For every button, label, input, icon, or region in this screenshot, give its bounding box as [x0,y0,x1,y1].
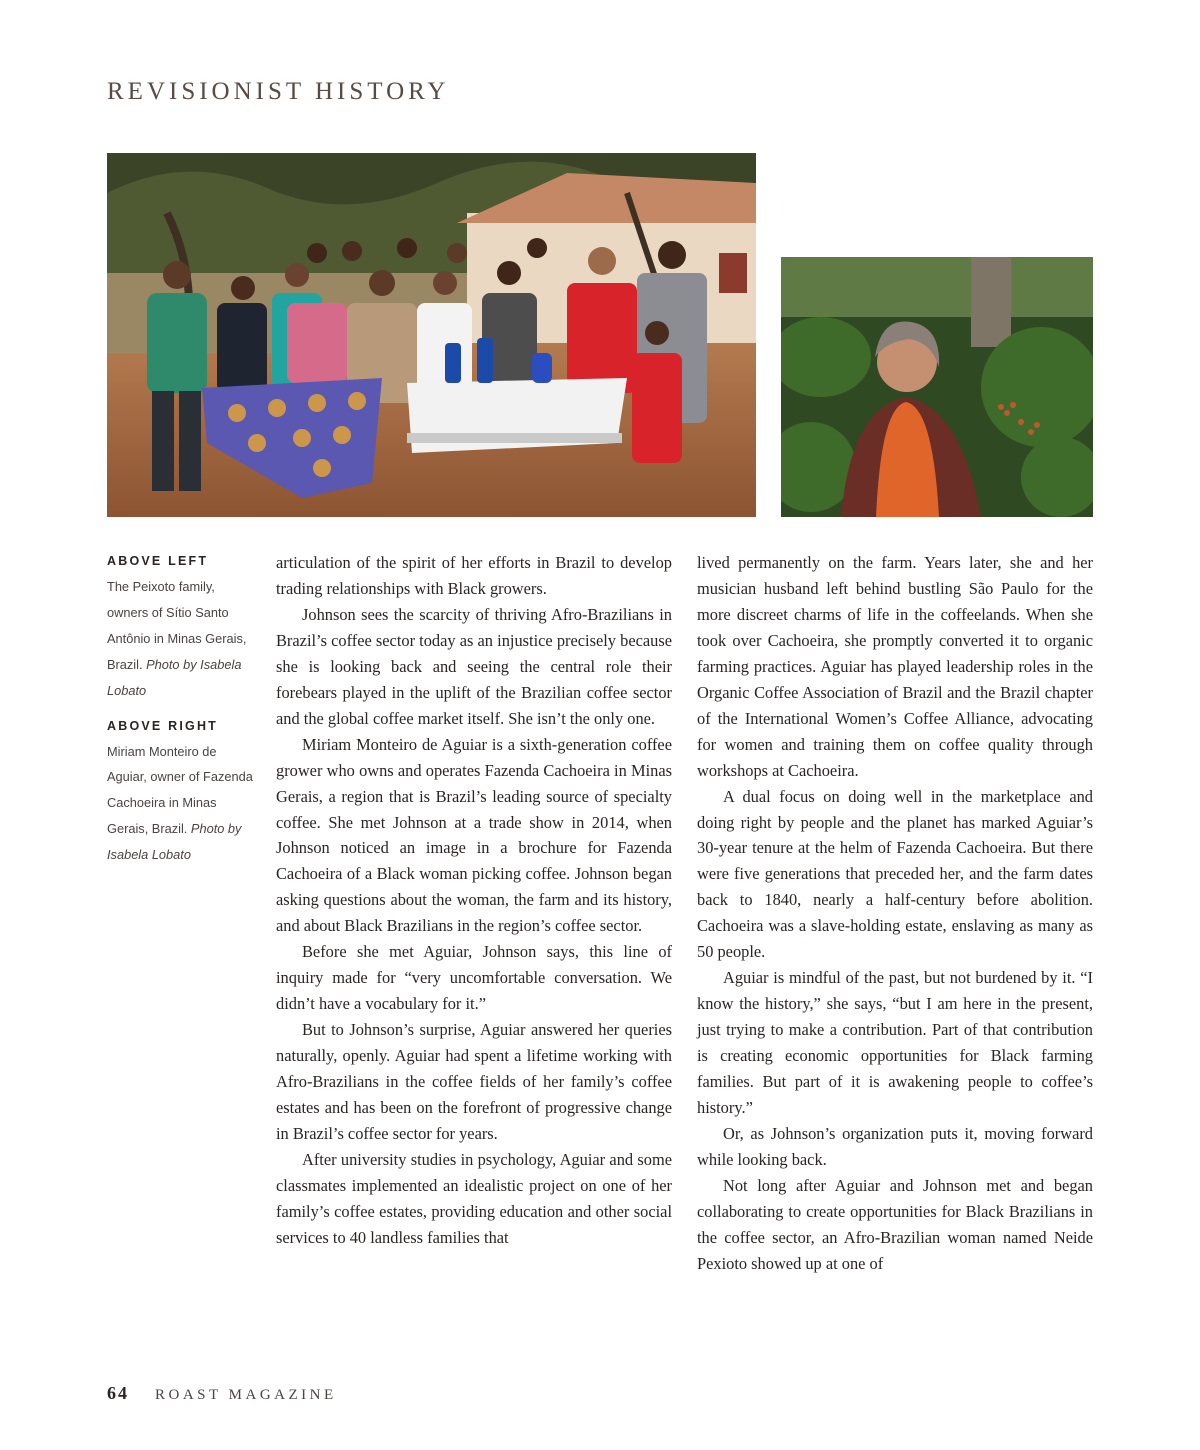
paragraph: Before she met Aguiar, Johnson says, this line of inquiry made for “very uncomfortable conversation. We didn’t have a vocabulary for it.” [276,942,672,1014]
paragraph: But to Johnson’s surprise, Aguiar answered her queries naturally, openly. Aguiar had spent a lifetime working with Afro-Brazilians in the coffee fields of her family’s coffee estates and has been on the forefront of progressive change in Brazil’s coffee sector for years. [276,1020,672,1143]
paragraph: Not long after Aguiar and Johnson met and began collaborating to create opportunities for Black Brazilians in the coffee sector, an Afro-Brazilian woman named Neide Pexioto showed up at one of [697,1175,1093,1273]
caption-right-body: Miriam Monteiro de Aguiar, owner of Fazenda Cachoeira in Minas Gerais, Brazil. [107,743,253,837]
family-group-photo [107,153,756,517]
caption-left-body: The Peixoto family, owners of Sítio Santo Antônio in Minas Gerais, Brazil. [107,579,247,672]
photo-captions [107,554,257,868]
paragraph: lived permanently on the farm. Years later, she and her musician husband left behind bustling São Paulo for the more discreet charms of life in the coffeelands. When she took over Cachoeira, she promptly converted it to organic farming practices. Aguiar has played leadership roles in the Organic Coffee Association of Brazil and the Brazil chapter of the International Women’s Coffee Alliance, advocating for women and training them on coffee quality through workshops at Cachoeira. [697,553,1093,780]
paragraph: Johnson sees the scarcity of thriving Afro-Brazilians in Brazil’s coffee sector today as an injustice precisely because she is looking back and seeing the central role their forebears played in the uplift of the Brazilian coffee sector and the global coffee market itself. She isn’t the only one. [276,604,672,728]
paragraph: A dual focus on doing well in the marketplace and doing right by people and the planet has marked Aguiar’s 30-year tenure at the helm of Fazenda Cachoeira. But there were five generations that preceded her, and the farm dates back to 1840, nearly a half-century before abolition. Cachoeira was a slave-holding estate, enslaving as many as 50 people. [697,786,1093,962]
section-title: REVISIONIST HISTORY [107,78,450,105]
caption-left-heading: ABOVE LEFT [107,554,209,568]
woman-coffee-plant-photo [781,257,1093,517]
page-number: 64 [107,1383,129,1403]
caption-right-heading: ABOVE RIGHT [107,718,219,733]
page-footer [107,1383,337,1404]
caption-right-credit: Photo by Isabela Lobato [107,821,242,863]
paragraph: Miriam Monteiro de Aguiar is a sixth-generation coffee grower who owns and operates Fazenda Cachoeira in Minas Gerais, a region that is Brazil’s leading source of specialty coffee. She met Johnson at a trade show in 2014, when Johnson noticed an image in a brochure for Fazenda Cachoeira of a Black woman picking coffee. Johnson began asking questions about the woman, the farm and its history, and about Black Brazilians in the region’s coffee sector. [276,734,672,936]
magazine-name: ROAST MAGAZINE [155,1387,337,1403]
article-column-1 [276,550,672,1251]
paragraph: articulation of the spirit of her efforts in Brazil to develop trading relationships with Black growers. [276,553,672,598]
caption-right-text [107,739,257,869]
paragraph: Or, as Johnson’s organization puts it, moving forward while looking back. [697,1123,1093,1169]
paragraph: After university studies in psychology, Aguiar and some classmates implemented an idealistic project on one of her family’s coffee estates, providing education and other social services to 40 landless families that [276,1149,672,1247]
article-column-2 [697,550,1093,1277]
caption-left-credit: Photo by Isabela Lobato [107,656,242,698]
caption-left-text [107,574,257,704]
paragraph: Aguiar is mindful of the past, but not burdened by it. “I know the history,” she says, “but I am here in the present, just trying to make a contribution. Part of that contribution is creating economic opportunities for Black farming families. But part of it is awakening people to coffee’s history.” [697,968,1093,1118]
